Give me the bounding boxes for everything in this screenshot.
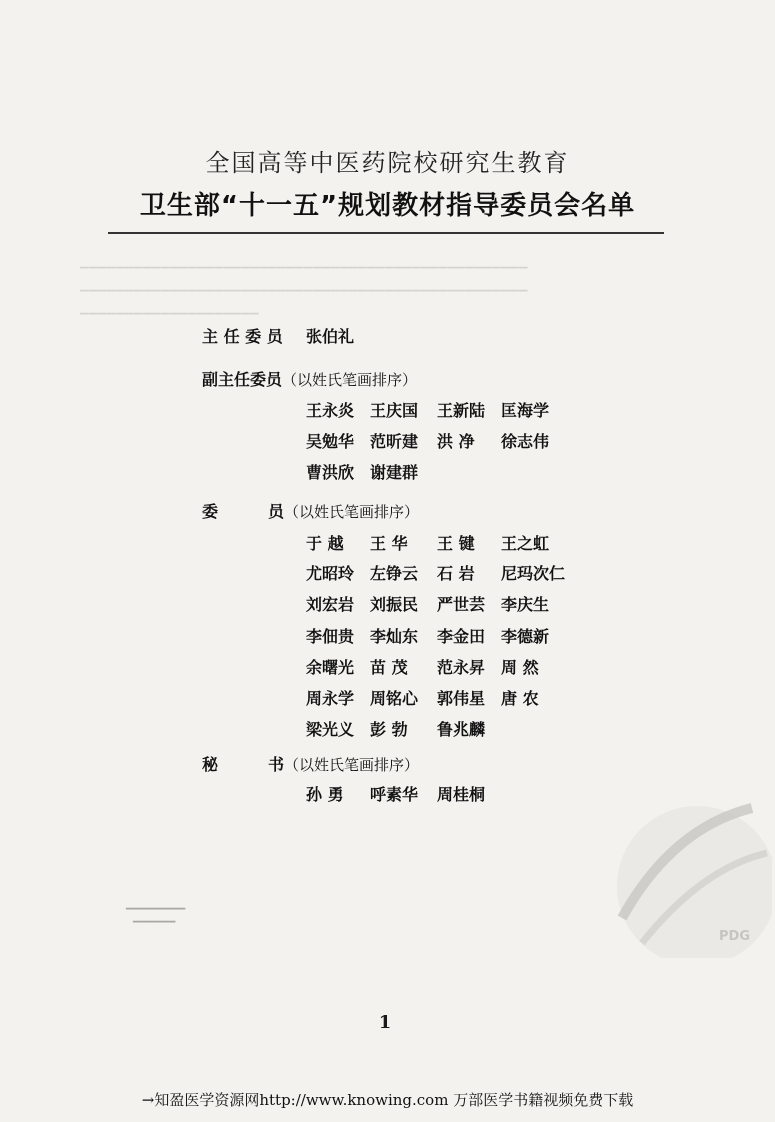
member-name: 李金田 — [437, 627, 486, 646]
secretaries-label: 书（以姓氏笔画排序） — [268, 755, 420, 774]
member-name: 梁光义 — [306, 720, 355, 739]
member-name: 严世芸 — [437, 595, 486, 614]
member-name: 石 岩 — [437, 564, 475, 583]
vice-chair-name: 匡海学 — [501, 401, 550, 420]
page-number: 1 — [378, 1012, 392, 1033]
member-name: 李灿东 — [370, 627, 419, 646]
member-name: 范永昇 — [437, 658, 486, 677]
vice-chair-name: 洪 净 — [437, 432, 475, 451]
member-name: 王之虹 — [501, 534, 550, 553]
vice-chair-name: 谢建群 — [370, 463, 419, 482]
page-title-line1: 全国高等中医药院校研究生教育 — [205, 149, 570, 177]
vice-chair-name: 范昕建 — [370, 432, 419, 451]
vice-chair-name: 吴勉华 — [306, 432, 355, 451]
member-name: 苗 茂 — [370, 658, 408, 677]
member-name: 王 华 — [370, 534, 408, 553]
member-name: 于 越 — [306, 534, 344, 553]
secretary-name: 孙 勇 — [306, 785, 344, 804]
show-through-text: ▔▔▔▔▔▔▔▔▔▔▔▔▔▔▔▔▔▔▔▔▔▔▔▔▔▔▔▔▔▔▔▔▔▔▔▔▔▔▔▔▔▔▔▔▔▔▔▔▔▔ ▔▔▔▔▔▔▔▔▔▔▔▔▔▔▔▔▔▔▔▔▔▔▔▔▔▔▔▔▔▔▔▔▔▔▔▔▔▔▔▔▔▔▔▔▔▔▔▔▔▔ ▔▔▔▔▔▔▔▔▔▔▔▔▔▔▔▔▔▔▔▔ — [80, 267, 528, 326]
watermark-stamp — [582, 768, 772, 958]
member-name: 李庆生 — [501, 595, 550, 614]
member-name: 周永学 — [306, 689, 355, 708]
member-name: 尼玛次仁 — [501, 564, 566, 583]
member-name: 郭伟星 — [437, 689, 486, 708]
show-through-signature: ▔▔▔▔▔▔▔ ▔▔▔▔▔ — [126, 908, 186, 934]
watermark-logo-text: PDG — [719, 929, 750, 944]
member-name: 王 键 — [437, 534, 475, 553]
secretaries-label: 秘 — [202, 755, 219, 774]
member-name: 鲁兆麟 — [437, 720, 486, 739]
members-label: 委 — [202, 502, 219, 521]
chair-name: 张伯礼 — [306, 327, 355, 346]
member-name: 刘振民 — [370, 595, 419, 614]
member-name: 左铮云 — [370, 564, 419, 583]
member-name: 李佃贵 — [306, 627, 355, 646]
vice-chair-name: 王永炎 — [306, 401, 355, 420]
member-name: 尤昭玲 — [306, 564, 355, 583]
secretary-name: 呼素华 — [370, 785, 419, 804]
footer-link-text[interactable]: →知盈医学资源网http://www.knowing.com 万部医学书籍视频免费下载 — [141, 1091, 634, 1109]
member-name: 李德新 — [501, 627, 550, 646]
member-name: 刘宏岩 — [306, 595, 355, 614]
member-name: 周铭心 — [370, 689, 419, 708]
title-divider — [108, 232, 664, 234]
vice-chair-name: 徐志伟 — [501, 432, 550, 451]
vice-chair-name: 王新陆 — [437, 401, 486, 420]
vice-chair-name: 曹洪欣 — [306, 463, 355, 482]
member-name: 余曙光 — [306, 658, 355, 677]
page-title-line2: 卫生部“十一五”规划教材指导委员会名单 — [139, 191, 636, 221]
chair-label: 主 任 委 员 — [202, 327, 283, 346]
vice-chair-label: 副主任委员（以姓氏笔画排序） — [202, 370, 418, 389]
members-label: 员（以姓氏笔画排序） — [268, 502, 420, 521]
secretary-name: 周桂桐 — [437, 785, 486, 804]
member-name: 彭 勃 — [370, 720, 408, 739]
vice-chair-name: 王庆国 — [370, 401, 419, 420]
member-name: 周 然 — [501, 658, 539, 677]
member-name: 唐 农 — [501, 689, 539, 708]
